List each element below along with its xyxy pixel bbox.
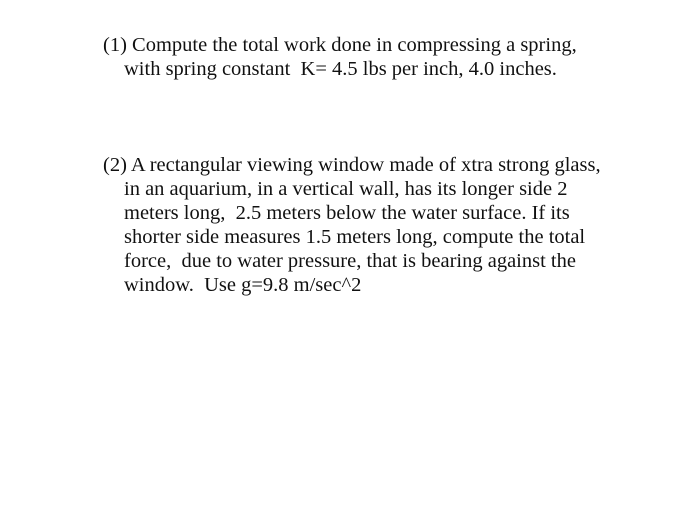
problem-2-line-1: (2) A rectangular viewing window made of xtra strong glass, [103,154,601,176]
problem-2-line-6: window. Use g=9.8 m/sec^2 [124,274,362,296]
problem-2-line-4: shorter side measures 1.5 meters long, compute the total [124,226,586,248]
problem-2-line-2: in an aquarium, in a vertical wall, has its longer side 2 [124,178,568,200]
problem-1-line-2: with spring constant K= 4.5 lbs per inch, 4.0 inches. [124,58,557,80]
problem-2-line-5: force, due to water pressure, that is bearing against the [124,250,576,272]
problem-1-line-1: (1) Compute the total work done in compressing a spring, [103,34,577,56]
problem-2-line-3: meters long, 2.5 meters below the water surface. If its [124,202,570,224]
